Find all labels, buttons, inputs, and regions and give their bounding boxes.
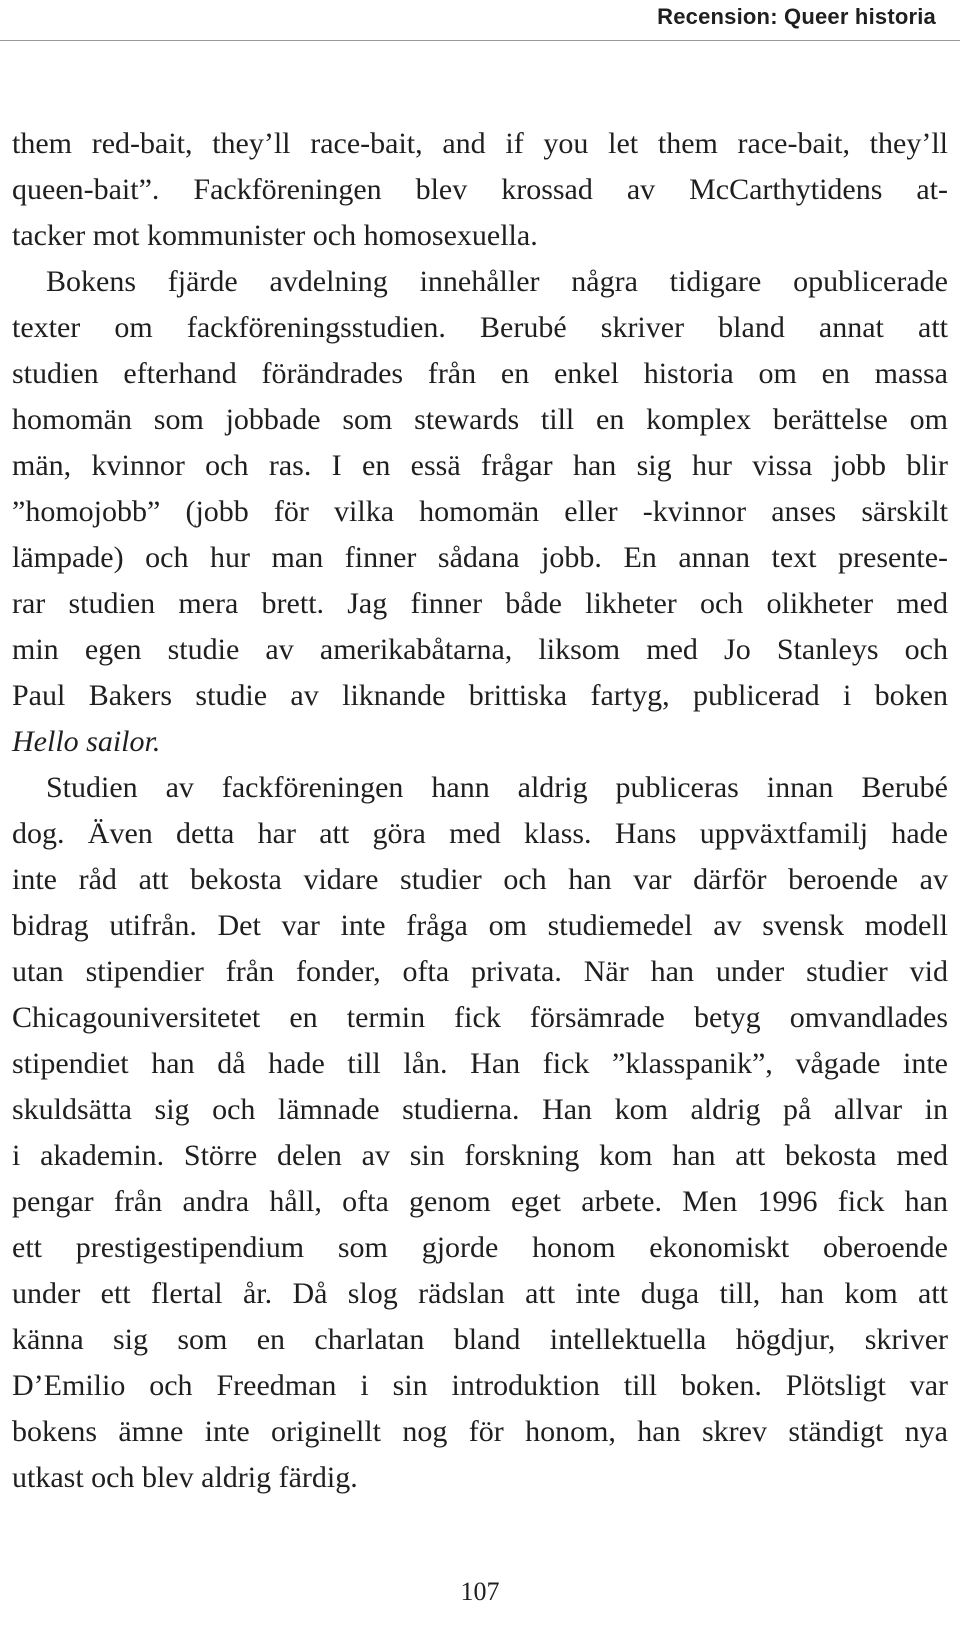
text-line: under ett flertal år. Då slog rädslan att inte duga till, han kom att	[12, 1277, 948, 1310]
text-line: känna sig som en charlatan bland intellektuella högdjur, skriver	[12, 1323, 948, 1356]
text-line	[12, 719, 948, 765]
text-line: dog. Även detta har att göra med klass. Hans uppväxtfamilj hade	[12, 817, 948, 850]
text-line: studien efterhand förändrades från en enkel historia om en massa	[12, 357, 948, 390]
text-line: them red-bait, they’ll race-bait, and if you let them race-bait, they’ll	[12, 127, 948, 160]
text-line: Studien av fackföreningen hann aldrig publiceras innan Berubé	[46, 771, 948, 804]
text-line: Chicagouniversitetet en termin fick försämrade betyg omvandlades	[12, 1001, 948, 1034]
text-line: ett prestigestipendium som gjorde honom ekonomiskt oberoende	[12, 1231, 948, 1264]
text-line: min egen studie av amerikabåtarna, liksom med Jo Stanleys och	[12, 633, 948, 666]
text-line: Bokens fjärde avdelning innehåller några tidigare opublicerade	[46, 265, 948, 298]
text-line: bidrag utifrån. Det var inte fråga om studiemedel av svensk modell	[12, 909, 948, 942]
text-line: ”homojobb” (jobb för vilka homomän eller -kvinnor anses särskilt	[12, 495, 948, 528]
page-number: 107	[460, 1577, 500, 1606]
text-line: homomän som jobbade som stewards till en komplex berättelse om	[12, 403, 948, 436]
text-line: tacker mot kommunister och homosexuella.	[12, 219, 538, 252]
text-line: rar studien mera brett. Jag finner både likheter och olikheter med	[12, 587, 948, 620]
text-line: texter om fackföreningsstudien. Berubé skriver bland annat att	[12, 311, 948, 344]
text-line: stipendiet han då hade till lån. Han fick ”klasspanik”, vågade inte	[12, 1047, 948, 1080]
text-line: inte råd att bekosta vidare studier och han var därför beroende av	[12, 863, 948, 896]
text-line: bokens ämne inte originellt nog för honom, han skrev ständigt nya	[12, 1415, 948, 1448]
running-header: Recension: Queer historia	[657, 4, 936, 29]
header-divider	[0, 40, 960, 41]
text-line: i akademin. Större delen av sin forskning kom han att bekosta med	[12, 1139, 948, 1172]
text-line: D’Emilio och Freedman i sin introduktion till boken. Plötsligt var	[12, 1369, 948, 1402]
text-line: queen-bait”. Fackföreningen blev krossad av McCarthytidens at-	[12, 173, 948, 206]
text-line: Paul Bakers studie av liknande brittiska fartyg, publicerad i boken	[12, 679, 948, 712]
text-line: män, kvinnor och ras. I en essä frågar han sig hur vissa jobb blir	[12, 449, 948, 482]
text-line: pengar från andra håll, ofta genom eget arbete. Men 1996 fick han	[12, 1185, 948, 1218]
book-title: Hello sailor.	[12, 725, 161, 758]
text-line: utkast och blev aldrig färdig.	[12, 1461, 358, 1494]
text-line: skuldsätta sig och lämnade studierna. Han kom aldrig på allvar in	[12, 1093, 948, 1126]
text-line: utan stipendier från fonder, ofta privata. När han under studier vid	[12, 955, 948, 988]
body-text	[12, 121, 948, 1501]
text-line: lämpade) och hur man finner sådana jobb. En annan text presente-	[12, 541, 948, 574]
